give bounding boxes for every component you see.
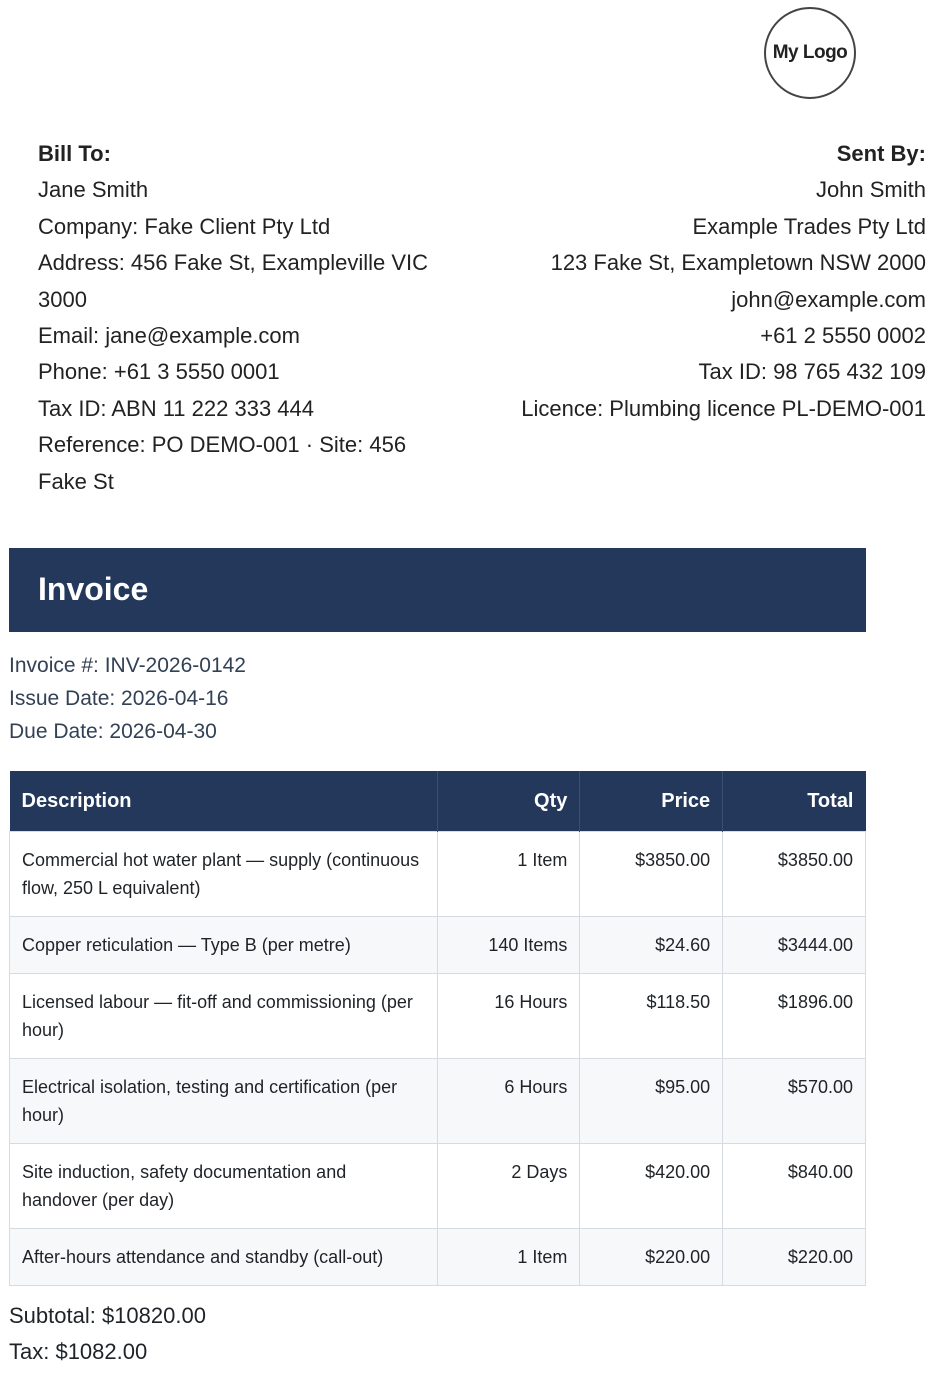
cell-total: $840.00 — [723, 1144, 866, 1229]
table-header-row — [10, 771, 866, 832]
cell-description: Commercial hot water plant — supply (continuous flow, 250 L equivalent) — [10, 832, 438, 917]
cell-total: $3850.00 — [723, 832, 866, 917]
issue-date: Issue Date: 2026-04-16 — [9, 687, 229, 710]
invoice-title: Invoice — [38, 571, 149, 607]
bill-to-address: Address: 456 Fake St, Exampleville VIC 3000 — [38, 250, 429, 312]
cell-total: $3444.00 — [723, 917, 866, 974]
cell-qty: 2 Days — [437, 1144, 580, 1229]
cell-price: $95.00 — [580, 1059, 723, 1144]
invoice-meta — [9, 649, 246, 748]
bill-to-phone: Phone: +61 3 5550 0001 — [38, 359, 280, 385]
cell-price: $420.00 — [580, 1144, 723, 1229]
invoice-banner — [9, 548, 866, 632]
cell-price: $3850.00 — [580, 832, 723, 917]
company-logo: My Logo — [764, 7, 856, 99]
invoice-number: Invoice #: INV-2026-0142 — [9, 654, 246, 677]
bill-to-company: Company: Fake Client Pty Ltd — [38, 213, 331, 239]
sent-by-address: 123 Fake St, Exampletown NSW 2000 — [550, 250, 926, 276]
header-price: Price — [580, 771, 723, 832]
cell-description: Site induction, safety documentation and handover (per day) — [10, 1144, 438, 1229]
bill-to-reference: Reference: PO DEMO-001 · Site: 456 Fake St — [38, 432, 407, 494]
sent-by-heading: Sent By: — [836, 141, 926, 166]
bill-to-name: Jane Smith — [38, 177, 149, 203]
cell-description: Licensed labour — fit-off and commissioning (per hour) — [10, 974, 438, 1059]
header-total: Total — [723, 771, 866, 832]
due-date: Due Date: 2026-04-30 — [9, 720, 217, 743]
cell-total: $220.00 — [723, 1229, 866, 1286]
cell-qty: 6 Hours — [437, 1059, 580, 1144]
cell-description: Copper reticulation — Type B (per metre) — [10, 917, 438, 974]
header-qty: Qty — [437, 771, 580, 832]
table-row — [10, 974, 866, 1059]
cell-description: After-hours attendance and standby (call-out) — [10, 1229, 438, 1286]
cell-total: $570.00 — [723, 1059, 866, 1144]
cell-price: $118.50 — [580, 974, 723, 1059]
sent-by-section — [486, 136, 926, 427]
cell-qty: 1 Item — [437, 832, 580, 917]
header-description: Description — [10, 771, 438, 832]
cell-qty: 16 Hours — [437, 974, 580, 1059]
table-row — [10, 917, 866, 974]
sent-by-tax-id: Tax ID: 98 765 432 109 — [698, 359, 926, 385]
totals-section — [9, 1298, 206, 1370]
bill-to-heading: Bill To: — [38, 141, 111, 166]
line-items-table — [9, 771, 866, 1286]
sent-by-name: John Smith — [815, 177, 926, 203]
table-row — [10, 1144, 866, 1229]
table-row — [10, 1059, 866, 1144]
sent-by-licence: Licence: Plumbing licence PL-DEMO-001 — [521, 395, 926, 421]
bill-to-email: Email: jane@example.com — [38, 323, 300, 349]
cell-price: $24.60 — [580, 917, 723, 974]
tax: Tax: $1082.00 — [9, 1339, 148, 1364]
bill-to-tax-id: Tax ID: ABN 11 222 333 444 — [38, 395, 314, 421]
cell-total: $1896.00 — [723, 974, 866, 1059]
table-row — [10, 832, 866, 917]
sent-by-email: john@example.com — [731, 286, 926, 312]
bill-to-section — [38, 136, 458, 500]
cell-qty: 140 Items — [437, 917, 580, 974]
cell-description: Electrical isolation, testing and certification (per hour) — [10, 1059, 438, 1144]
cell-price: $220.00 — [580, 1229, 723, 1286]
subtotal: Subtotal: $10820.00 — [9, 1303, 206, 1328]
sent-by-phone: +61 2 5550 0002 — [760, 323, 926, 349]
sent-by-company: Example Trades Pty Ltd — [692, 213, 926, 239]
cell-qty: 1 Item — [437, 1229, 580, 1286]
table-row — [10, 1229, 866, 1286]
